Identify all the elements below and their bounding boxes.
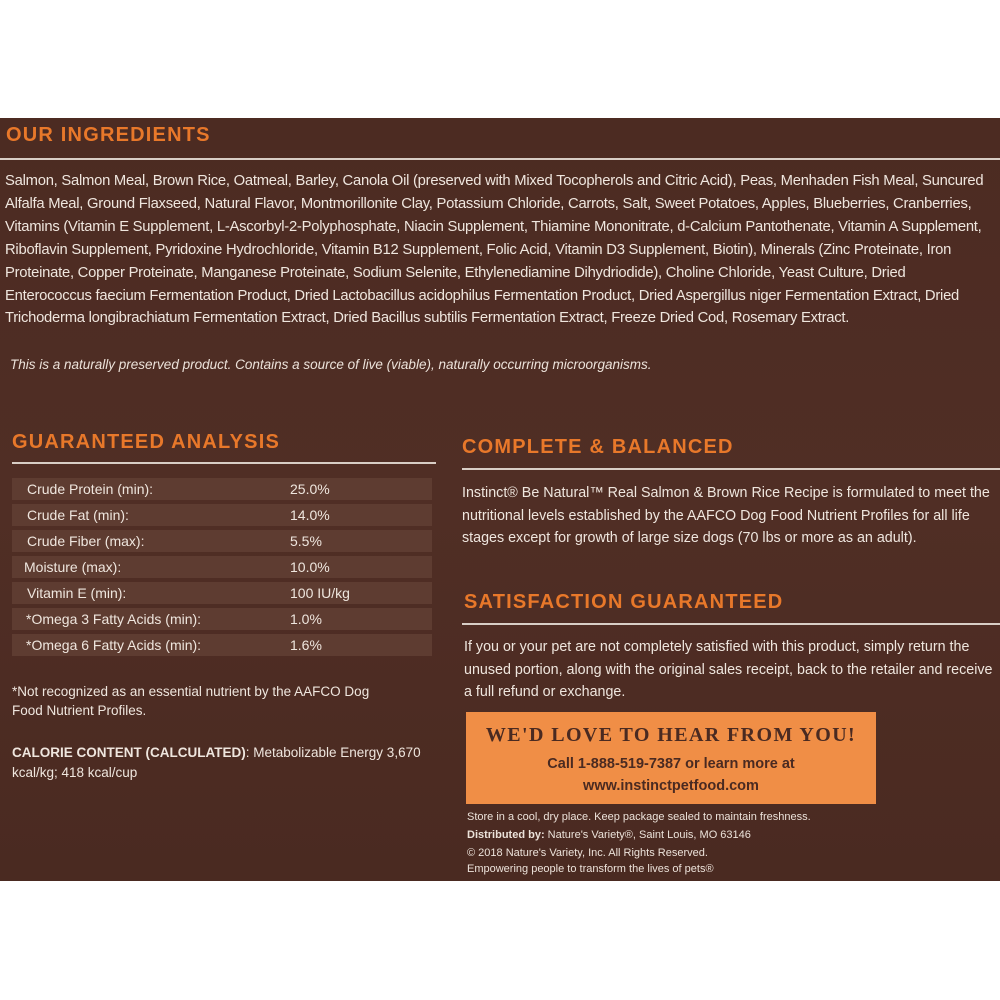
preservation-note: This is a naturally preserved product. Contains a source of live (viable), naturally occurring microorganisms. xyxy=(10,357,652,372)
distributor-label: Distributed by: xyxy=(467,829,545,841)
ingredients-divider xyxy=(0,158,1000,160)
analysis-label: Crude Protein (min): xyxy=(27,481,154,497)
analysis-value: 5.5% xyxy=(290,533,322,549)
analysis-row xyxy=(12,608,432,630)
analysis-value: 1.0% xyxy=(290,611,322,627)
analysis-label: *Omega 3 Fatty Acids (min): xyxy=(26,611,202,627)
satisfaction-heading: SATISFACTION GUARANTEED xyxy=(464,591,784,613)
contact-headline: WE'D LOVE TO HEAR FROM YOU! xyxy=(485,724,857,746)
copyright: © 2018 Nature's Variety, Inc. All Rights Reserved. xyxy=(467,847,708,859)
contact-callout xyxy=(466,712,876,804)
contact-url[interactable]: www.instinctpetfood.com xyxy=(583,778,759,794)
analysis-value: 1.6% xyxy=(290,637,322,653)
analysis-value: 10.0% xyxy=(290,559,330,575)
analysis-label: Crude Fat (min): xyxy=(27,507,129,523)
analysis-label: Vitamin E (min): xyxy=(27,585,127,601)
storage-instructions: Store in a cool, dry place. Keep package sealed to maintain freshness. xyxy=(467,811,811,823)
satisfaction-text: If you or your pet are not completely satisfied with this product, simply return the unused portion, along with the original sales receipt, back to the retailer and receive a full refund or exchange. xyxy=(464,639,993,700)
analysis-row xyxy=(12,634,432,656)
analysis-label: Moisture (max): xyxy=(24,559,122,575)
analysis-value: 14.0% xyxy=(290,507,330,523)
complete-balanced-heading: COMPLETE & BALANCED xyxy=(462,436,734,458)
tagline: Empowering people to transform the lives of pets® xyxy=(467,863,714,875)
analysis-divider xyxy=(12,462,436,464)
satisfaction-divider xyxy=(462,623,1000,625)
analysis-value: 100 IU/kg xyxy=(290,585,350,601)
ingredients-list: Salmon, Salmon Meal, Brown Rice, Oatmeal, Barley, Canola Oil (preserved with Mixed Tocopherols and Citric Acid), Peas, Menhaden Fish Meal, Suncured Alfalfa Meal, Ground Flaxseed, Natural Flavor, Montmorillonite Clay, Potassium Chloride, Carrots, Salt, Sweet Potatoes, Apples, Blueberries, Cranberries, Vitamins (Vitamin E Supplement, L-Ascorbyl-2-Polyphosphate, Niacin Supplement, Thiamine Mononitrate, d-Calcium Pantothenate, Vitamin A Supplement, Riboflavin Supplement, Pyridoxine Hydrochloride, Vitamin B12 Supplement, Folic Acid, Vitamin D3 Supplement, Biotin), Minerals (Zinc Proteinate, Iron Proteinate, Copper Proteinate, Manganese Proteinate, Sodium Selenite, Ethylenediamine Dihydriodide), Choline Chloride, Yeast Culture, Dried Enterococcus faecium Fermentation Product, Dried Lactobacillus acidophilus Fermentation Product, Dried Aspergillus niger Fermentation Extract, Dried Trichoderma longibrachiatum Fermentation Extract, Dried Bacillus subtilis Fermentation Extract, Freeze Dried Cod, Rosemary Extract. xyxy=(5,173,984,327)
omega-footnote: *Not recognized as an essential nutrient by the AAFCO Dog Food Nutrient Profiles. xyxy=(12,684,370,718)
guaranteed-analysis-heading: GUARANTEED ANALYSIS xyxy=(12,431,281,453)
calorie-content xyxy=(12,743,422,783)
contact-phone: Call 1-888-519-7387 or learn more at xyxy=(547,756,795,772)
analysis-row xyxy=(12,478,432,500)
distributor-text: Nature's Variety®, Saint Louis, MO 63146 xyxy=(544,829,751,841)
analysis-label: Crude Fiber (max): xyxy=(27,533,145,549)
analysis-label: *Omega 6 Fatty Acids (min): xyxy=(26,637,202,653)
complete-divider xyxy=(462,468,1000,470)
distributor-line xyxy=(467,829,751,841)
analysis-row xyxy=(12,504,432,526)
analysis-row xyxy=(12,556,432,578)
calorie-label: CALORIE CONTENT (CALCULATED) xyxy=(12,745,246,760)
calorie-text: : Metabolizable Energy 3,670 kcal/kg; 418 kcal/cup xyxy=(12,745,421,780)
ingredients-heading: OUR INGREDIENTS xyxy=(6,124,211,146)
complete-balanced-text: Instinct® Be Natural™ Real Salmon & Brown Rice Recipe is formulated to meet the nutritional levels established by the AAFCO Dog Food Nutrient Profiles for all life stages except for growth of large size dogs (70 lbs or more as an adult). xyxy=(462,485,990,546)
package-back-panel xyxy=(0,118,1000,881)
analysis-value: 25.0% xyxy=(290,481,330,497)
analysis-row xyxy=(12,582,432,604)
analysis-row xyxy=(12,530,432,552)
